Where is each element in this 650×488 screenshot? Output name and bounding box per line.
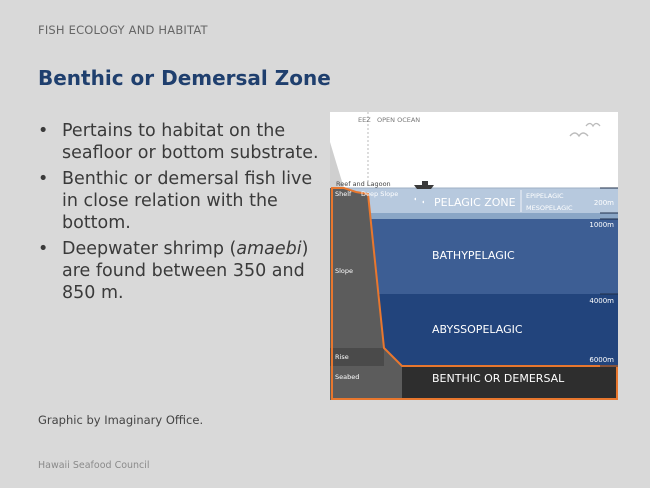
bullet-item <box>38 238 330 304</box>
open-ocean-label: OPEN OCEAN <box>377 116 421 124</box>
bullet-dot: • <box>38 239 49 259</box>
section-label: FISH ECOLOGY AND HABITAT <box>38 23 208 37</box>
depth-1000m-label: 1000m <box>589 221 614 229</box>
seabed-label: Seabed <box>335 373 360 381</box>
deep-slope-label: Deep Slope <box>361 190 399 198</box>
shelf-label: Shelf <box>335 190 352 198</box>
bullet-text: Pertains to habitat on the seafloor or bottom substrate. <box>62 121 319 163</box>
bullet-item <box>38 120 330 164</box>
ocean-zones-diagram <box>330 112 618 400</box>
sky-area <box>330 112 618 188</box>
pelagic-zone-label: PELAGIC ZONE <box>434 196 516 209</box>
bullet-text: Benthic or demersal fish live in close relation with the bottom. <box>62 169 313 233</box>
reef-lagoon-label: Reef and Lagoon <box>336 180 391 188</box>
mesopelagic-layer <box>330 213 618 219</box>
footer-organization: Hawaii Seafood Council <box>38 460 150 471</box>
benthic-demersal-label: BENTHIC OR DEMERSAL <box>432 372 565 385</box>
depth-200m-label: 200m <box>593 199 614 207</box>
eez-label: EEZ <box>358 116 371 124</box>
ocean-zones-svg <box>330 112 618 400</box>
depth-4000m-label: 4000m <box>589 297 614 305</box>
bullet-italic-term: amaebi <box>236 239 302 259</box>
slide-title: Benthic or Demersal Zone <box>38 66 331 90</box>
bullet-item <box>38 168 330 234</box>
bullet-text-tail: ) are found between 350 and 850 m. <box>62 239 309 303</box>
bullet-dot: • <box>38 121 49 141</box>
epipelagic-label: EPIPELAGIC <box>526 192 564 200</box>
bullet-list <box>38 120 330 308</box>
rise-label: Rise <box>335 353 349 361</box>
abyssopelagic-label: ABYSSOPELAGIC <box>432 323 523 336</box>
mesopelagic-label: MESOPELAGIC <box>526 204 573 212</box>
graphic-credit: Graphic by Imaginary Office. <box>38 413 204 427</box>
slope-label: Slope <box>335 267 354 275</box>
bathypelagic-label: BATHYPELAGIC <box>432 249 515 262</box>
bullet-dot: • <box>38 169 49 189</box>
bullet-text: Deepwater shrimp ( <box>62 239 237 259</box>
depth-6000m-label: 6000m <box>589 356 614 364</box>
